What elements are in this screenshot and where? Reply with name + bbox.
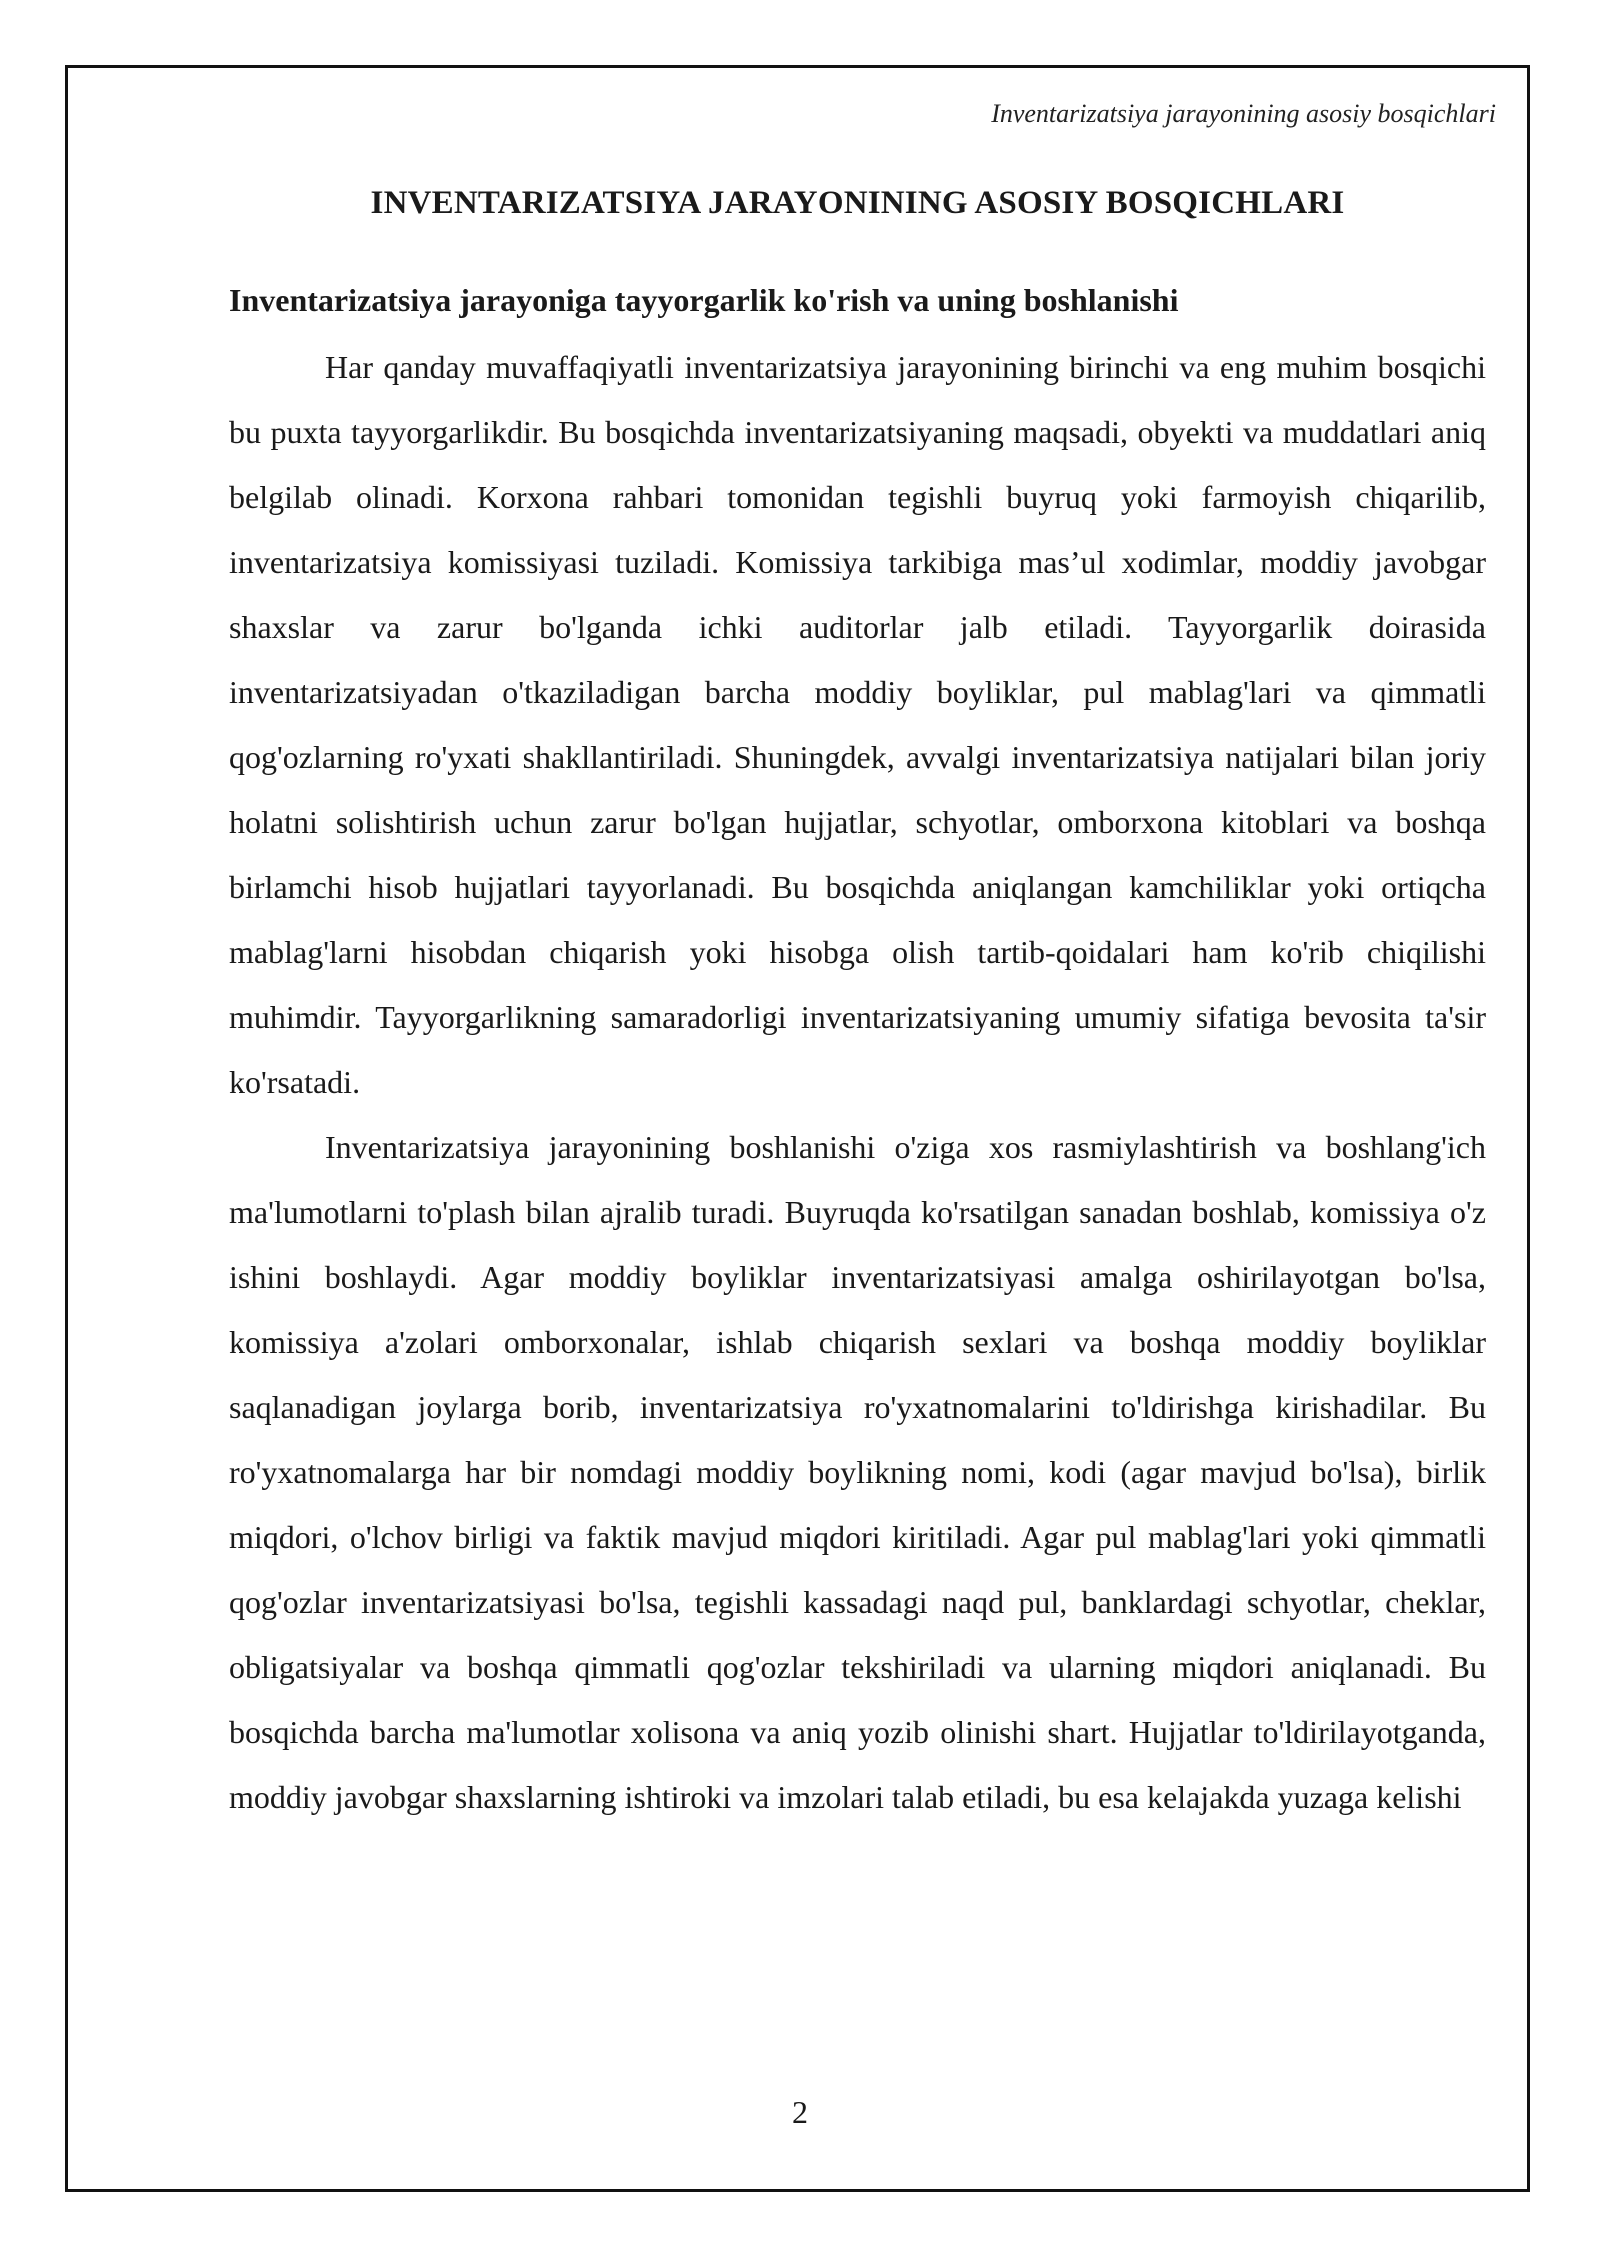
paragraph-preparation: Har qanday muvaffaqiyatli inventarizatsiya jarayonining birinchi va eng muhim bosqichi bu puxta tayyorgarlikdir. Bu bosqichda inventarizatsiyaning maqsadi, obyekti va muddatlari aniq belgilab olinadi. Korxona rahbari tomonidan tegishli buyruq yoki farmoyish chiqarilib, inventarizatsiya komissiyasi tuziladi. Komissiya tarkibiga mas’ul xodimlar, moddiy javobgar shaxslar va zarur bo'lganda ichki auditorlar jalb etiladi. Tayyorgarlik doirasida inventarizatsiyadan o'tkaziladigan barcha moddiy boyliklar, pul mablag'lari va qimmatli qog'ozlarning ro'yxati shakllantiriladi. Shuningdek, avvalgi inventarizatsiya natijalari bilan joriy holatni solishtirish uchun zarur bo'lgan hujjatlar, schyotlar, omborxona kitoblari va boshqa birlamchi hisob hujjatlari tayyorlanadi. Bu bosqichda aniqlangan kamchiliklar yoki ortiqcha mablag'larni hisobdan chiqarish yoki hisobga olish tartib-qoidalari ham ko'rib chiqilishi muhimdir. Tayyorgarlikning samaradorligi inventarizatsiyaning umumiy sifatiga bevosita ta'sir ko'rsatadi. <box>229 349 1486 1100</box>
page-number: 2 <box>792 2094 808 2130</box>
document-body <box>229 185 1486 1830</box>
document-title: INVENTARIZATSIYA JARAYONINING ASOSIY BOSQICHLARI <box>370 185 1345 221</box>
paragraph-beginning: Inventarizatsiya jarayonining boshlanishi o'ziga xos rasmiylashtirish va boshlang'ich ma'lumotlarni to'plash bilan ajralib turadi. Buyruqda ko'rsatilgan sanadan boshlab, komissiya o'z ishini boshlaydi. Agar moddiy boyliklar inventarizatsiyasi amalga oshirilayotgan bo'lsa, komissiya a'zolari omborxonalar, ishlab chiqarish sexlari va boshqa moddiy boyliklar saqlanadigan joylarga borib, inventarizatsiya ro'yxatnomalarini to'ldirishga kirishadilar. Bu ro'yxatnomalarga har bir nomdagi moddiy boylikning nomi, kodi (agar mavjud bo'lsa), birlik miqdori, o'lchov birligi va faktik mavjud miqdori kiritiladi. Agar pul mablag'lari yoki qimmatli qog'ozlar inventarizatsiyasi bo'lsa, tegishli kassadagi naqd pul, banklardagi schyotlar, cheklar, obligatsiyalar va boshqa qimmatli qog'ozlar tekshiriladi va ularning miqdori aniqlanadi. Bu bosqichda barcha ma'lumotlar xolisona va aniq yozib olinishi shart. Hujjatlar to'ldirilayotganda, moddiy javobgar shaxslarning ishtiroki va imzolari talab etiladi, bu esa kelajakda yuzaga kelishi <box>229 1129 1486 1815</box>
section-heading: Inventarizatsiya jarayoniga tayyorgarlik ko'rish va uning boshlanishi <box>229 282 1179 318</box>
running-header: Inventarizatsiya jarayonining asosiy bosqichlari <box>991 99 1496 128</box>
